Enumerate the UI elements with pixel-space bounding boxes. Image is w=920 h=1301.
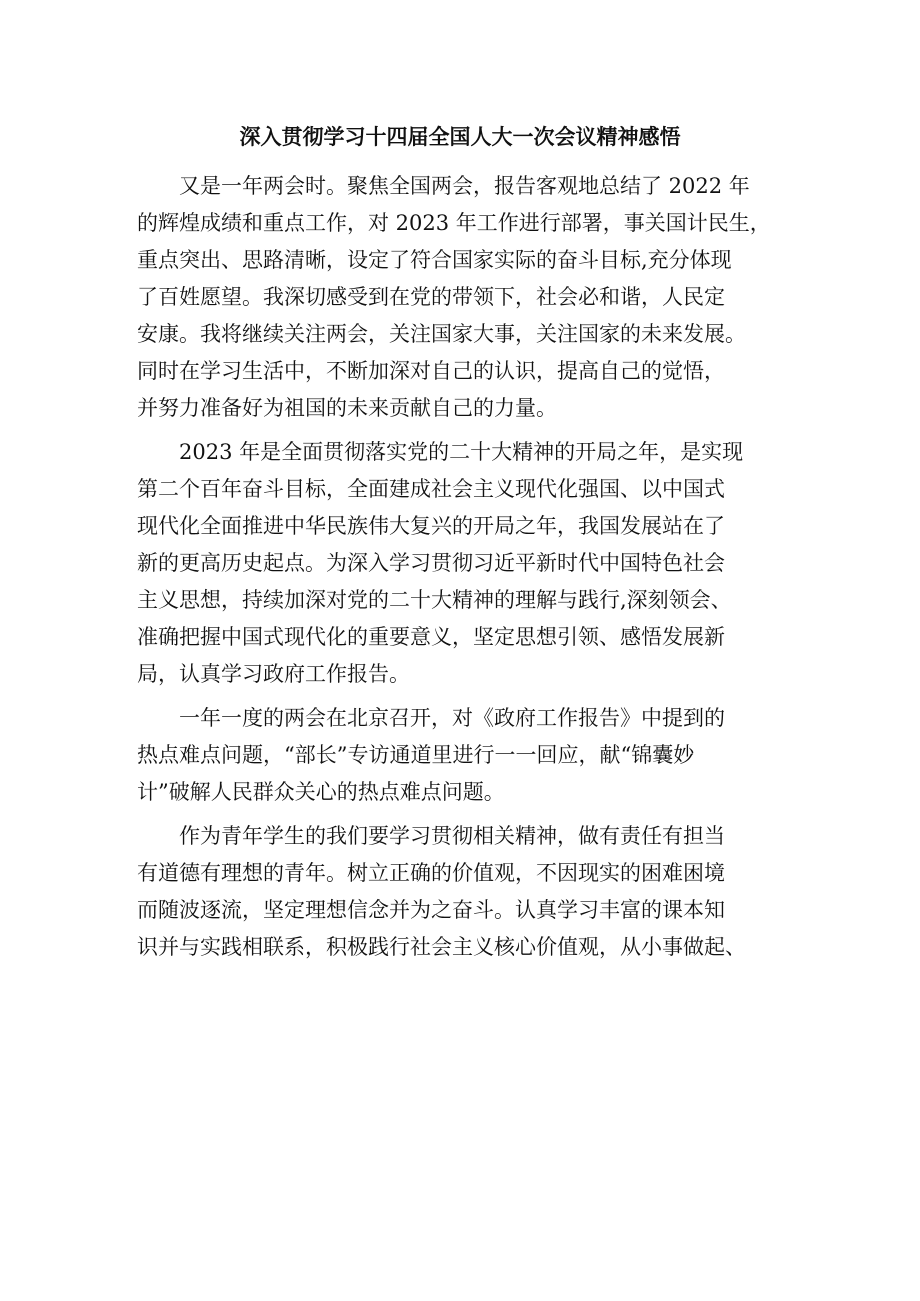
text-line: 安康。我将继续关注两会，关注国家大事，关注国家的未来发展。	[137, 322, 746, 346]
text-line: 有道德有理想的青年。树立正确的价值观，不因现实的困难困境	[137, 861, 725, 885]
document-body	[137, 168, 797, 966]
paragraph-2	[137, 434, 797, 693]
text-line: 识并与实践相联系，积极践行社会主义核心价值观，从小事做起、	[137, 935, 746, 959]
paragraph-4	[137, 818, 797, 966]
text-line: 新的更高历史起点。为深入学习贯彻习近平新时代中国特色社会	[137, 551, 725, 575]
text-line: 现代化全面推进中华民族伟大复兴的开局之年，我国发展站在了	[137, 514, 725, 538]
text-line: 而随波逐流，坚定理想信念并为之奋斗。认真学习丰富的课本知	[137, 898, 725, 922]
text-line: 又是一年两会时。聚焦全国两会，报告客观地总结了 2022 年	[179, 174, 750, 198]
text-line: 重点突出、思路清晰，设定了符合国家实际的奋斗目标,充分体现	[137, 248, 732, 272]
text-line: 作为青年学生的我们要学习贯彻相关精神，做有责任有担当	[179, 824, 725, 848]
document-title: 深入贯彻学习十四届全国人大一次会议精神感悟	[239, 124, 681, 149]
text-line: 一年一度的两会在北京召开，对《政府工作报告》中提到的	[179, 706, 725, 730]
paragraph-3	[137, 700, 797, 811]
text-line: 主义思想，持续加深对党的二十大精神的理解与践行,深刻领会、	[137, 588, 732, 612]
text-line: 第二个百年奋斗目标，全面建成社会主义现代化强国、以中国式	[137, 477, 725, 501]
text-line: 热点难点问题，“部长”专访通道里进行一一回应，献“锦囊妙	[137, 743, 695, 767]
paragraph-1	[137, 168, 797, 427]
text-line: 同时在学习生活中，不断加深对自己的认识，提高自己的觉悟，	[137, 359, 725, 383]
text-line: 了百姓愿望。我深切感受到在党的带领下，社会必和谐，人民定	[137, 285, 725, 309]
text-line: 局，认真学习政府工作报告。	[137, 662, 410, 686]
text-line: 准确把握中国式现代化的重要意义，坚定思想引领、感悟发展新	[137, 625, 725, 649]
text-line: 计”破解人民群众关心的热点难点问题。	[137, 780, 505, 804]
text-line: 2023 年是全面贯彻落实党的二十大精神的开局之年，是实现	[179, 440, 744, 464]
text-line: 并努力准备好为祖国的未来贡献自己的力量。	[137, 396, 557, 420]
text-line: 的辉煌成绩和重点工作，对 2023 年工作进行部署，事关国计民生，	[137, 211, 771, 235]
